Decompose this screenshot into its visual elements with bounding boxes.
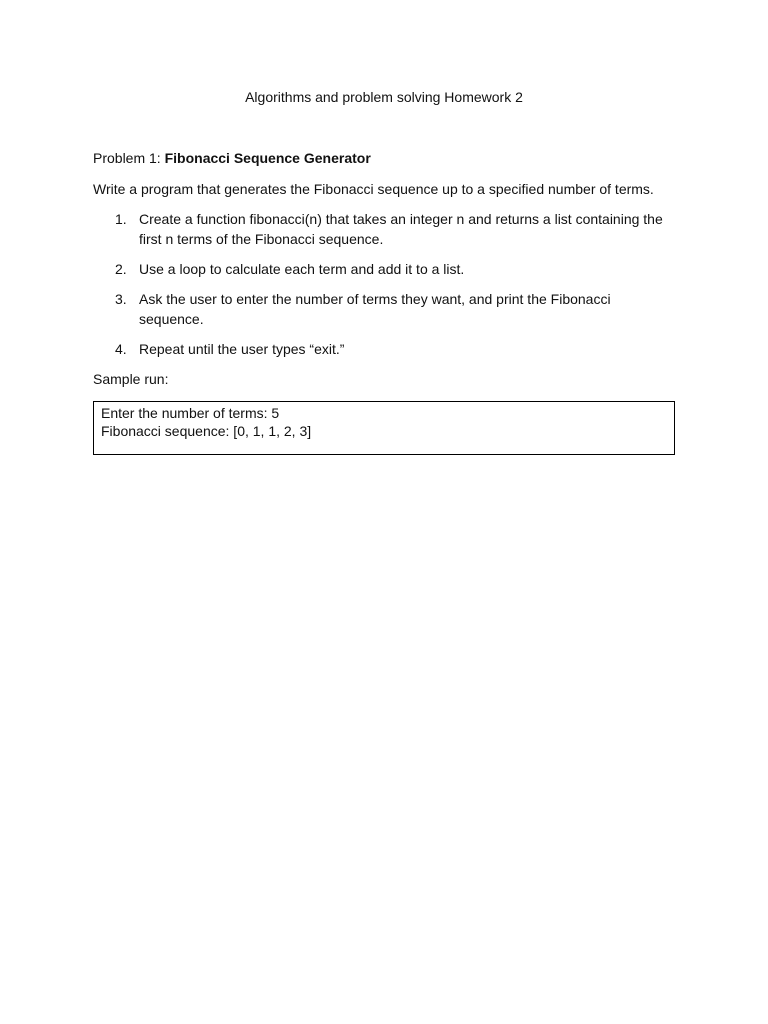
problem-name: Fibonacci Sequence Generator	[164, 150, 371, 166]
list-item	[93, 209, 677, 249]
list-item-text: Create a function fibonacci(n) that takes an integer n and returns a list containing the first n terms of the Fibonacci sequence.	[139, 211, 663, 247]
list-item-text: Repeat until the user types “exit.”	[139, 341, 345, 357]
problem-intro: Write a program that generates the Fibonacci sequence up to a specified number of terms.	[93, 181, 654, 197]
sample-run-line: Enter the number of terms: 5	[101, 405, 280, 421]
problem-prefix: Problem 1:	[93, 150, 165, 166]
sample-run-label: Sample run:	[93, 371, 169, 387]
list-item	[93, 259, 677, 279]
list-item-number: 4.	[115, 341, 127, 357]
list-item	[93, 289, 677, 329]
document-body	[93, 148, 677, 455]
list-item-number: 1.	[115, 211, 127, 227]
list-item	[93, 339, 677, 359]
steps-list	[93, 209, 677, 359]
problem-heading	[93, 148, 677, 168]
sample-run-line: Fibonacci sequence: [0, 1, 1, 2, 3]	[101, 423, 312, 439]
sample-run-box	[93, 401, 675, 455]
document-title: Algorithms and problem solving Homework 2	[245, 89, 523, 105]
list-item-text: Ask the user to enter the number of terms they want, and print the Fibonacci sequence.	[139, 291, 611, 327]
list-item-text: Use a loop to calculate each term and add it to a list.	[139, 261, 465, 277]
list-item-number: 2.	[115, 261, 127, 277]
list-item-number: 3.	[115, 291, 127, 307]
